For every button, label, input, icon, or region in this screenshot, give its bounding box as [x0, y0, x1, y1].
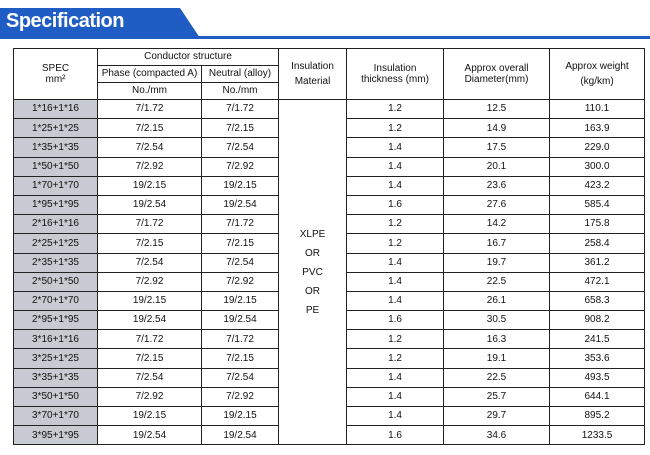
- spec-cell: 1*50+1*50: [14, 157, 98, 176]
- neutral-cell: 7/2.54: [202, 138, 279, 157]
- weight-cell: 241.5: [550, 330, 645, 349]
- spec-cell: 3*25+1*25: [14, 349, 98, 368]
- spec-cell: 3*16+1*16: [14, 330, 98, 349]
- weight-cell: 658.3: [550, 291, 645, 310]
- weight-cell: 908.2: [550, 311, 645, 330]
- diameter-cell: 12.5: [444, 100, 550, 119]
- phase-cell: 19/2.15: [98, 176, 202, 195]
- table-row: [14, 100, 645, 119]
- neutral-cell: 19/2.54: [202, 426, 279, 445]
- weight-cell: 229.0: [550, 138, 645, 157]
- diameter-cell: 19.1: [444, 349, 550, 368]
- thickness-cell: 1.2: [347, 234, 444, 253]
- weight-cell: 423.2: [550, 176, 645, 195]
- diameter-cell: 16.7: [444, 234, 550, 253]
- neutral-cell: 7/2.54: [202, 368, 279, 387]
- thickness-cell: 1.4: [347, 291, 444, 310]
- neutral-cell: 7/2.54: [202, 253, 279, 272]
- header-insulation-material: Insulation Material: [279, 49, 347, 100]
- thickness-cell: 1.4: [347, 368, 444, 387]
- weight-cell: 585.4: [550, 195, 645, 214]
- section-title: Specification: [6, 10, 124, 32]
- spec-cell: 3*35+1*35: [14, 368, 98, 387]
- diameter-cell: 22.5: [444, 272, 550, 291]
- insulation-material-option: XLPE: [299, 228, 326, 240]
- banner-rule: [0, 36, 650, 39]
- thickness-cell: 1.2: [347, 119, 444, 138]
- diameter-cell: 29.7: [444, 407, 550, 426]
- weight-cell: 1233.5: [550, 426, 645, 445]
- thickness-cell: 1.4: [347, 138, 444, 157]
- phase-cell: 19/2.15: [98, 291, 202, 310]
- diameter-cell: 14.9: [444, 119, 550, 138]
- neutral-cell: 19/2.54: [202, 311, 279, 330]
- header-neutral-unit: No./mm: [202, 83, 279, 100]
- phase-cell: 7/2.54: [98, 253, 202, 272]
- neutral-cell: 7/2.92: [202, 157, 279, 176]
- spec-cell: 2*25+1*25: [14, 234, 98, 253]
- thickness-cell: 1.2: [347, 330, 444, 349]
- spec-cell: 3*95+1*95: [14, 426, 98, 445]
- neutral-cell: 7/1.72: [202, 330, 279, 349]
- section-banner: [0, 0, 650, 42]
- thickness-cell: 1.4: [347, 253, 444, 272]
- neutral-cell: 19/2.15: [202, 176, 279, 195]
- header-neutral: Neutral (alloy): [202, 66, 279, 83]
- weight-cell: 493.5: [550, 368, 645, 387]
- diameter-cell: 30.5: [444, 311, 550, 330]
- weight-cell: 644.1: [550, 387, 645, 406]
- header-phase-unit: No./mm: [98, 83, 202, 100]
- thickness-cell: 1.4: [347, 176, 444, 195]
- diameter-cell: 20.1: [444, 157, 550, 176]
- insulation-material-option: PVC: [302, 266, 323, 278]
- phase-cell: 7/1.72: [98, 100, 202, 119]
- table-body: [14, 100, 645, 445]
- weight-cell: 175.8: [550, 215, 645, 234]
- header-insulation-thickness: Insulation thickness (mm): [347, 49, 444, 100]
- spec-cell: 2*50+1*50: [14, 272, 98, 291]
- diameter-cell: 17.5: [444, 138, 550, 157]
- thickness-cell: 1.6: [347, 195, 444, 214]
- spec-cell: 1*25+1*25: [14, 119, 98, 138]
- thickness-cell: 1.6: [347, 426, 444, 445]
- specification-table: [13, 48, 645, 445]
- phase-cell: 19/2.15: [98, 407, 202, 426]
- neutral-cell: 7/2.92: [202, 387, 279, 406]
- neutral-cell: 7/2.15: [202, 349, 279, 368]
- phase-cell: 7/2.15: [98, 349, 202, 368]
- weight-cell: 110.1: [550, 100, 645, 119]
- diameter-cell: 19.7: [444, 253, 550, 272]
- phase-cell: 7/2.15: [98, 119, 202, 138]
- spec-cell: 2*70+1*70: [14, 291, 98, 310]
- phase-cell: 7/2.54: [98, 368, 202, 387]
- insulation-material-cell: [279, 100, 347, 445]
- phase-cell: 19/2.54: [98, 311, 202, 330]
- header-phase: Phase (compacted A): [98, 66, 202, 83]
- diameter-cell: 27.6: [444, 195, 550, 214]
- phase-cell: 7/2.92: [98, 272, 202, 291]
- thickness-cell: 1.4: [347, 272, 444, 291]
- phase-cell: 7/2.54: [98, 138, 202, 157]
- header-diameter: Approx overall Diameter(mm): [444, 49, 550, 100]
- insulation-material-option: OR: [305, 247, 321, 259]
- neutral-cell: 7/2.15: [202, 234, 279, 253]
- neutral-cell: 19/2.15: [202, 291, 279, 310]
- thickness-cell: 1.2: [347, 349, 444, 368]
- diameter-cell: 25.7: [444, 387, 550, 406]
- weight-cell: 361.2: [550, 253, 645, 272]
- neutral-cell: 7/2.15: [202, 119, 279, 138]
- phase-cell: 7/2.15: [98, 234, 202, 253]
- thickness-cell: 1.4: [347, 157, 444, 176]
- phase-cell: 7/1.72: [98, 330, 202, 349]
- neutral-cell: 7/1.72: [202, 100, 279, 119]
- phase-cell: 7/2.92: [98, 157, 202, 176]
- spec-cell: 1*70+1*70: [14, 176, 98, 195]
- spec-cell: 3*70+1*70: [14, 407, 98, 426]
- thickness-cell: 1.4: [347, 407, 444, 426]
- thickness-cell: 1.2: [347, 215, 444, 234]
- thickness-cell: 1.2: [347, 100, 444, 119]
- spec-cell: 2*95+1*95: [14, 311, 98, 330]
- weight-cell: 163.9: [550, 119, 645, 138]
- neutral-cell: 19/2.15: [202, 407, 279, 426]
- header-conductor: Conductor structure: [98, 49, 279, 66]
- neutral-cell: 7/1.72: [202, 215, 279, 234]
- diameter-cell: 26.1: [444, 291, 550, 310]
- diameter-cell: 14.2: [444, 215, 550, 234]
- diameter-cell: 22.5: [444, 368, 550, 387]
- insulation-material-option: OR: [305, 285, 321, 297]
- weight-cell: 300.0: [550, 157, 645, 176]
- spec-cell: 1*35+1*35: [14, 138, 98, 157]
- diameter-cell: 34.6: [444, 426, 550, 445]
- spec-cell: 3*50+1*50: [14, 387, 98, 406]
- neutral-cell: 7/2.92: [202, 272, 279, 291]
- weight-cell: 472.1: [550, 272, 645, 291]
- phase-cell: 7/1.72: [98, 215, 202, 234]
- phase-cell: 19/2.54: [98, 195, 202, 214]
- thickness-cell: 1.4: [347, 387, 444, 406]
- neutral-cell: 19/2.54: [202, 195, 279, 214]
- weight-cell: 895.2: [550, 407, 645, 426]
- insulation-material-option: PE: [305, 304, 320, 316]
- header-spec: SPEC mm²: [14, 49, 98, 100]
- phase-cell: 19/2.54: [98, 426, 202, 445]
- header-weight: Approx weight (kg/km): [550, 49, 645, 100]
- weight-cell: 258.4: [550, 234, 645, 253]
- weight-cell: 353.6: [550, 349, 645, 368]
- phase-cell: 7/2.92: [98, 387, 202, 406]
- diameter-cell: 23.6: [444, 176, 550, 195]
- diameter-cell: 16.3: [444, 330, 550, 349]
- spec-cell: 1*16+1*16: [14, 100, 98, 119]
- thickness-cell: 1.6: [347, 311, 444, 330]
- spec-cell: 2*16+1*16: [14, 215, 98, 234]
- spec-cell: 1*95+1*95: [14, 195, 98, 214]
- spec-cell: 2*35+1*35: [14, 253, 98, 272]
